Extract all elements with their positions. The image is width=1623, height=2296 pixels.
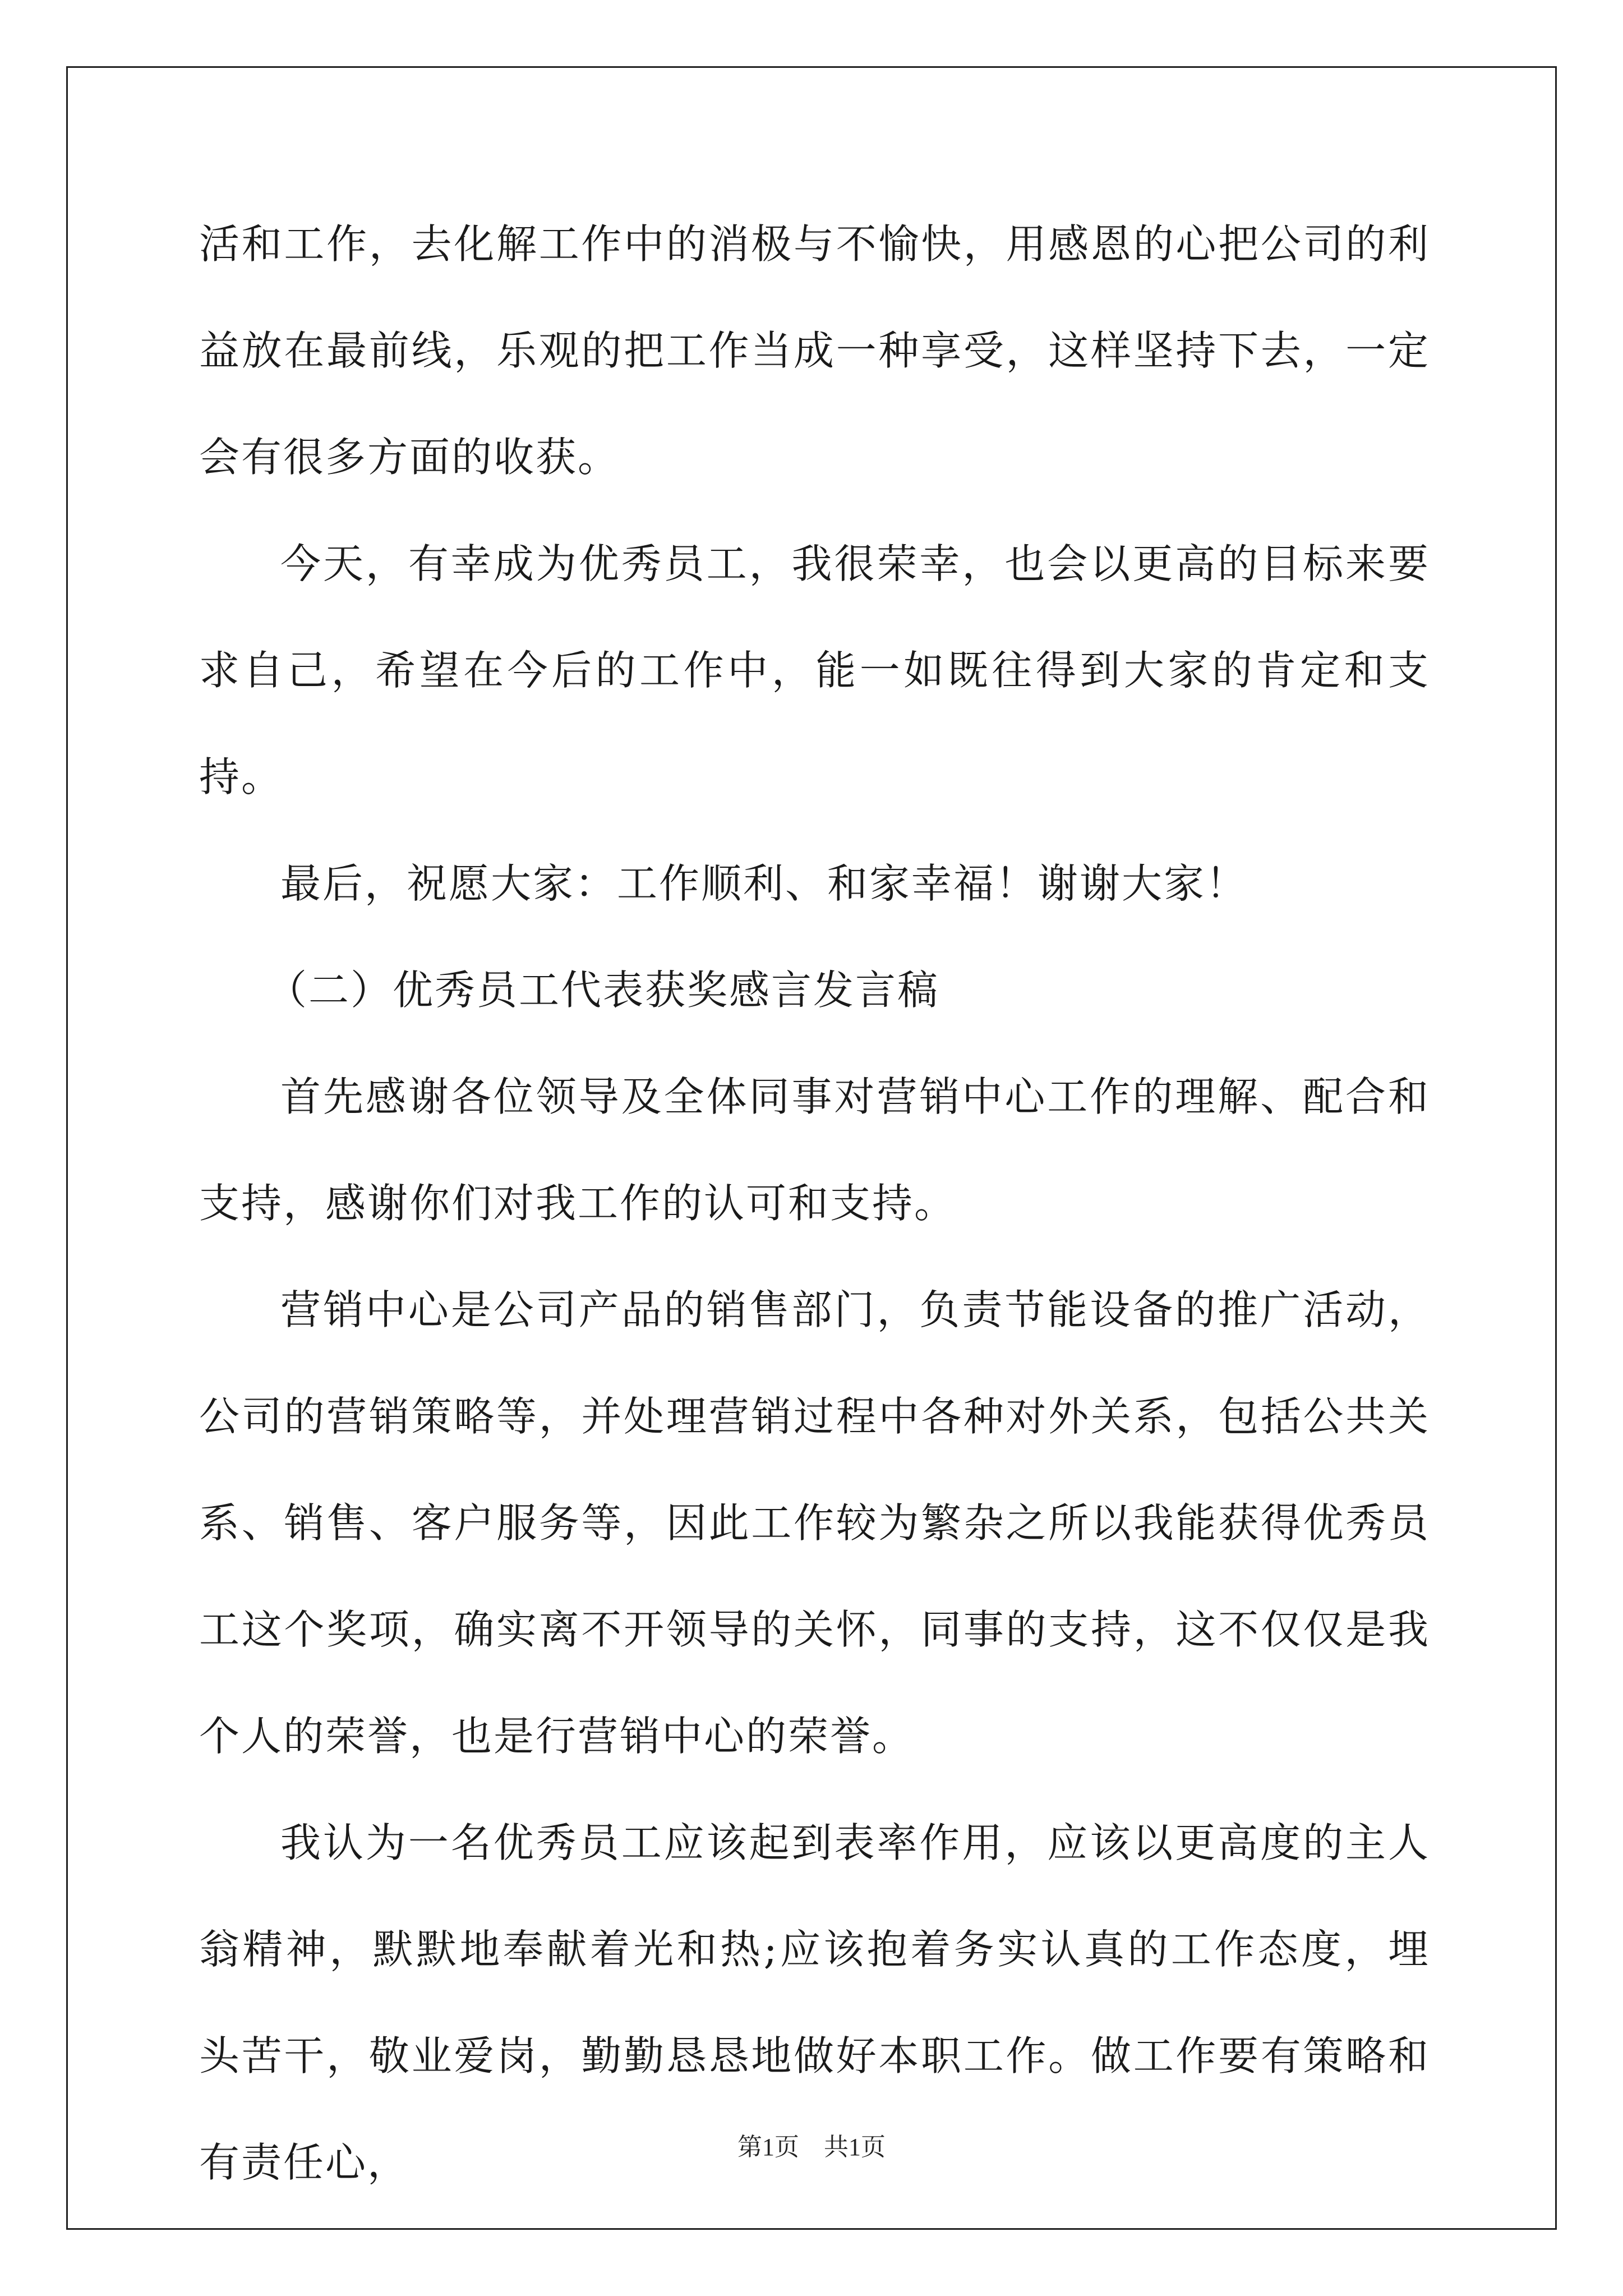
paragraph-exemplary-role: 我认为一名优秀员工应该起到表率作用，应该以更高度的主人翁精神，默默地奉献着光和热;应该抱着务实认真的工作态度，埋头苦干，敬业爱岗，勤勤恳恳地做好本职工作。做工作要有策略和有责任心， xyxy=(199,1819,1430,2186)
document-body xyxy=(199,191,1430,2216)
paragraph-honor: 今天，有幸成为优秀员工，我很荣幸，也会以更高的目标来要求自己，希望在今后的工作中，能一如既往得到大家的肯定和支持。 xyxy=(199,540,1430,800)
section-heading: （二）优秀员工代表获奖感言发言稿 xyxy=(266,967,940,1014)
paragraph-continuation: 活和工作，去化解工作中的消极与不愉快，用感恩的心把公司的利益放在最前线，乐观的把工作当成一种享受，这样坚持下去，一定会有很多方面的收获。 xyxy=(199,220,1430,481)
paragraph-marketing-center: 营销中心是公司产品的销售部门，负责节能设备的推广活动，公司的营销策略等，并处理营销过程中各种对外关系，包括公共关系、销售、客户服务等，因此工作较为繁杂之所以我能获得优秀员工这个奖项，确实离不开领导的关怀，同事的支持，这不仅仅是我个人的荣誉，也是行营销中心的荣誉。 xyxy=(199,1286,1430,1760)
page-number: 第1页 共1页 xyxy=(737,2133,886,2161)
paragraph-closing-wishes: 最后，祝愿大家：工作顺利、和家幸福！谢谢大家！ xyxy=(280,860,1248,907)
paragraph-thanks: 首先感谢各位领导及全体同事对营销中心工作的理解、配合和支持，感谢你们对我工作的认可和支持。 xyxy=(199,1073,1430,1227)
